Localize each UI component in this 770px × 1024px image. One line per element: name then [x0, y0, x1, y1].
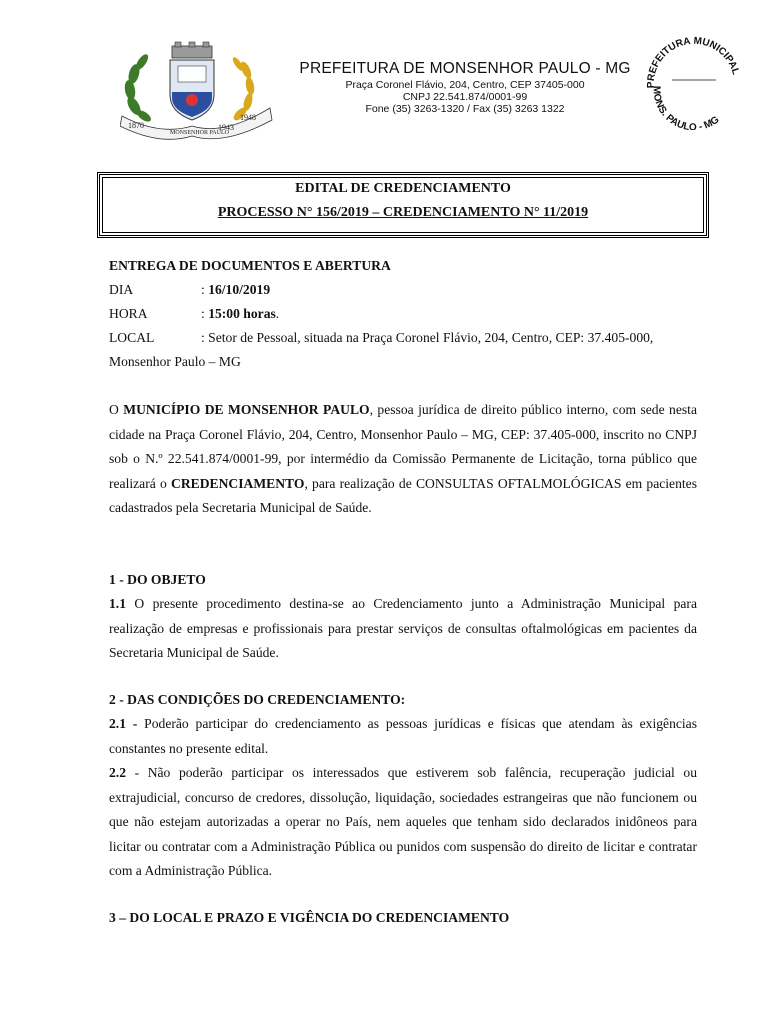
crest-year-2: 1943 [218, 123, 234, 132]
hora-value: 15:00 horas [208, 306, 276, 321]
section-2-1-text: Poderão participar do credenciamento as pessoas jurídicas e físicas que atendam às exigências constantes no presente edital. [109, 716, 697, 756]
header-title: PREFEITURA DE MONSENHOR PAULO - MG [299, 60, 631, 77]
header-phone: Fone (35) 3263-1320 / Fax (35) 3263 1322 [365, 103, 565, 115]
crest-year-1: 1870 [128, 121, 144, 130]
intro-paragraph [109, 398, 697, 521]
prefeitura-stamp [642, 30, 742, 130]
intro-text-2: , pessoa jurídica de direito público interno, com sede nesta cidade na Praça Coronel Flávio, 204, Centro, Monsenhor Paulo – MG, CEP: 37.405-000, inscrito no CNPJ sob o N.º 22.541.874/0001-99, por intermédio da Comissão Permanente de Licitação, torna público que realizará o [109, 402, 697, 491]
credenciamento-word: CREDENCIAMENTO [171, 475, 305, 491]
edital-title-box [97, 172, 709, 238]
crest-motto: MONSENHOR PAULO [170, 130, 229, 136]
section-1-paragraph [109, 592, 697, 666]
header-cnpj: CNPJ 22.541.874/0001-99 [402, 91, 528, 103]
edital-process: PROCESSO N° 156/2019 – CREDENCIAMENTO N° 11/2019 [217, 205, 589, 220]
local-continuation: Monsenhor Paulo – MG [109, 354, 241, 369]
entrega-heading: ENTREGA DE DOCUMENTOS E ABERTURA [109, 258, 391, 273]
hora-label: HORA [109, 306, 148, 321]
section-2-1-paragraph [109, 712, 697, 761]
section-3-heading: 3 – DO LOCAL E PRAZO E VIGÊNCIA DO CREDENCIAMENTO [109, 910, 510, 925]
crest-year-3: 1948 [240, 113, 256, 122]
stamp-bottom-text: MONS. PAULO - MG [650, 85, 722, 130]
section-2-2-number: 2.2 [109, 765, 126, 780]
section-2-1-number: 2.1 - [109, 716, 138, 731]
municipio-name: MUNICÍPIO DE MONSENHOR PAULO [123, 402, 370, 417]
intro-text-1: O [109, 402, 119, 417]
local-value: : Setor de Pessoal, situada na Praça Coronel Flávio, 204, Centro, CEP: 37.405-000, [201, 330, 654, 345]
section-2-2-paragraph [109, 761, 697, 884]
header-address: Praça Coronel Flávio, 204, Centro, CEP 37405-000 [345, 79, 585, 91]
intro-text-3: , para realização de CONSULTAS OFTALMOLÓGICAS em pacientes cadastrados pela Secretaria Municipal de Saúde. [109, 475, 697, 515]
section-2-heading: 2 - DAS CONDIÇÕES DO CREDENCIAMENTO: [109, 692, 406, 707]
local-label: LOCAL [109, 330, 155, 345]
stamp-top-text: PREFEITURA MUNICIPAL [645, 35, 742, 89]
section-1-1-number: 1.1 [109, 596, 126, 611]
edital-title: EDITAL DE CREDENCIAMENTO [295, 181, 511, 196]
municipal-crest-logo [120, 40, 285, 140]
section-2-2-text: - Não poderão participar os interessados que estiverem sob falência, recuperação judicial ou extrajudicial, concurso de credores, dissolução, liquidação, sociedades estrangeiras que não funcionem ou que não estejam autorizadas a operar no País, nem aqueles que tenham sido declarados inidôneos para licitar ou contratar com a Administração Pública ou punidos com suspensão do direito de licitar e contratar com a Administração Pública. [109, 765, 697, 878]
svg-text:MONS. PAULO - MG [651, 86, 722, 130]
section-1-1-text: O presente procedimento destina-se ao Credenciamento junto a Administração Municipal para realização de empresas e profissionais para prestar serviços de consultas oftalmológicas em pacientes da Secretaria Municipal de Saúde. [109, 596, 697, 660]
dia-value: 16/10/2019 [208, 282, 271, 297]
section-1-heading: 1 - DO OBJETO [109, 572, 206, 587]
dia-label: DIA [109, 282, 134, 297]
